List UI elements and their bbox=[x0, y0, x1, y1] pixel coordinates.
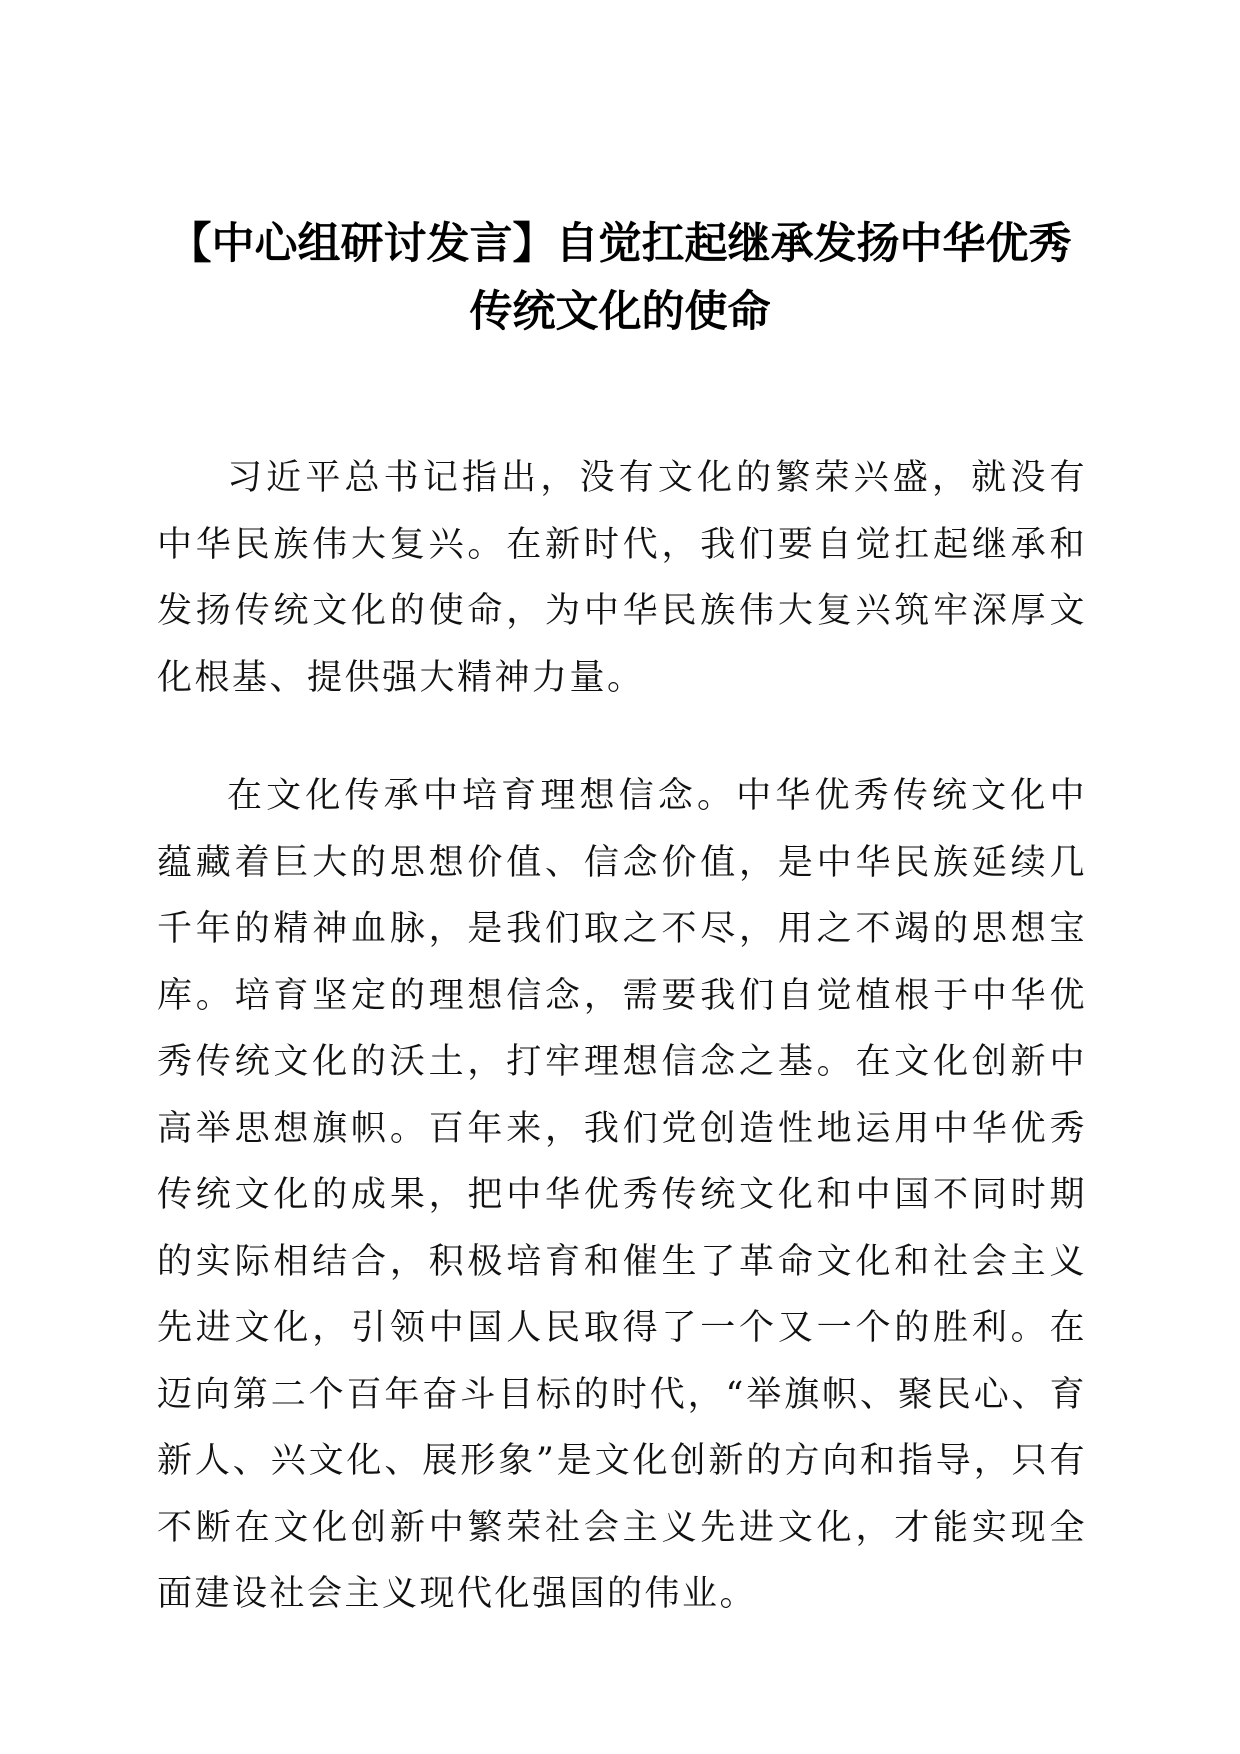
paragraph-intro: 习近平总书记指出，没有文化的繁荣兴盛，就没有中华民族伟大复兴。在新时代，我们要自觉扛起继承和发扬传统文化的使命，为中华民族伟大复兴筑牢深厚文化根基、提供强大精神力量。 bbox=[157, 458, 1087, 698]
document-title: 【中心组研讨发言】自觉扛起继承发扬中华优秀传统文化的使命 bbox=[168, 219, 1072, 337]
paragraph-main: 在文化传承中培育理想信念。中华优秀传统文化中蕴藏着巨大的思想价值、信念价值，是中华民族延续几千年的精神血脉，是我们取之不尽，用之不竭的思想宝库。培育坚定的理想信念，需要我们自觉植根于中华优秀传统文化的沃土，打牢理想信念之基。在文化创新中高举思想旗帜。百年来，我们党创造性地运用中华优秀传统文化的成果，把中华优秀传统文化和中国不同时期的实际相结合，积极培育和催生了革命文化和社会主义先进文化，引领中国人民取得了一个又一个的胜利。在迈向第二个百年奋斗目标的时代，“举旗帜、聚民心、育新人、兴文化、展形象”是文化创新的方向和指导，只有不断在文化创新中繁荣社会主义先进文化，才能实现全面建设社会主义现代化强国的伟业。 bbox=[157, 776, 1087, 1614]
